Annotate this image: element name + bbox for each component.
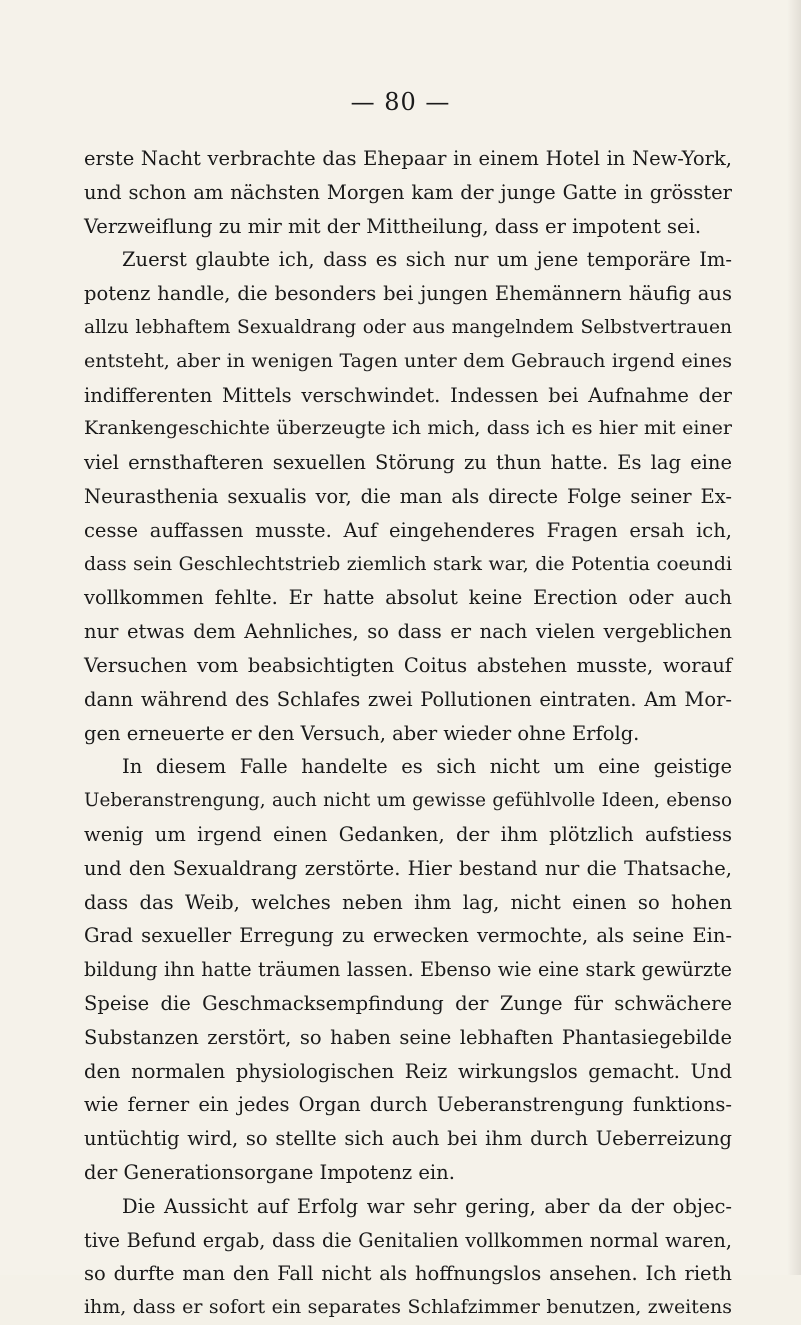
text-line: viel ernsthafteren sexuellen Störung zu thun hatte. Es lag eine [84,451,732,475]
page-edge-shadow [787,0,801,1275]
text-line: bildung ihn hatte träumen lassen. Ebenso wie eine stark gewürzte [84,958,732,982]
text-line: Krankengeschichte überzeugte ich mich, dass ich es hier mit einer [84,417,732,440]
text-line: Neurasthenia sexualis vor, die man als directe Folge seiner Ex- [84,484,732,508]
text-line: Die Aussicht auf Erfolg war sehr gering, aber da der objec- [122,1194,732,1218]
text-line: erste Nacht verbrachte das Ehepaar in einem Hotel in New-York, [84,147,732,170]
text-line: Zuerst glaubte ich, dass es sich nur um jene temporäre Im- [122,248,732,272]
text-line: untüchtig wird, so stellte sich auch bei ihm durch Ueberreizung [84,1127,732,1151]
text-line: Grad sexueller Erregung zu erwecken vermochte, als seine Ein- [84,924,732,948]
text-line: vollkommen fehlte. Er hatte absolut keine Erection oder auch [84,586,732,610]
text-line: Substanzen zerstört, so haben seine lebhaften Phantasiegebilde [84,1025,732,1049]
text-line: gen erneuerte er den Versuch, aber wieder ohne Erfolg. [84,721,640,745]
text-line: tive Befund ergab, dass die Genitalien vollkommen normal waren, [84,1228,732,1252]
page-number: — 80 — [350,88,451,116]
text-line: und schon am nächsten Morgen kam der junge Gatte in grösster [84,180,732,204]
text-line: und den Sexualdrang zerstörte. Hier bestand nur die Thatsache, [84,856,732,880]
text-line: indifferenten Mittels verschwindet. Indessen bei Aufnahme der [84,383,732,407]
text-line: wenig um irgend einen Gedanken, der ihm plötzlich aufstiess [84,822,732,846]
text-line: In diesem Falle handelte es sich nicht um eine geistige [122,755,732,779]
text-line: Ueberanstrengung, auch nicht um gewisse gefühlvolle Ideen, ebenso [84,790,732,812]
body-text [84,142,732,1325]
text-line: dass sein Geschlechtstrieb ziemlich stark war, die Potentia coeundi [84,552,732,575]
text-line: so durfte man den Fall nicht als hoffnungslos ansehen. Ich rieth [84,1262,732,1286]
text-line: der Generationsorgane Impotenz ein. [84,1160,455,1184]
text-line: Speise die Geschmacksempfindung der Zunge für schwächere [84,991,732,1015]
text-line: dann während des Schlafes zwei Pollutionen eintraten. Am Mor- [84,687,732,711]
text-line: wie ferner ein jedes Organ durch Ueberanstrengung funktions- [84,1093,732,1117]
text-line: entsteht, aber in wenigen Tagen unter dem Gebrauch irgend eines [84,349,732,372]
text-line: cesse auffassen musste. Auf eingehenderes Fragen ersah ich, [84,518,732,542]
text-line: nur etwas dem Aehnliches, so dass er nach vielen vergeblichen [84,620,732,644]
text-line: dass das Weib, welches neben ihm lag, nicht einen so hohen [84,890,732,914]
text-line: Versuchen vom beabsichtigten Coitus abstehen musste, worauf [84,653,732,677]
text-line: den normalen physiologischen Reiz wirkungslos gemacht. Und [84,1059,732,1083]
text-line: potenz handle, die besonders bei jungen Ehemännern häufig aus [84,282,732,306]
text-line: Verzweiflung zu mir mit der Mittheilung, dass er impotent sei. [84,214,702,238]
text-line: allzu lebhaftem Sexualdrang oder aus mangelndem Selbstvertrauen [84,316,732,338]
text-line: ihm, dass er sofort ein separates Schlafzimmer benutzen, zweitens [84,1296,732,1319]
